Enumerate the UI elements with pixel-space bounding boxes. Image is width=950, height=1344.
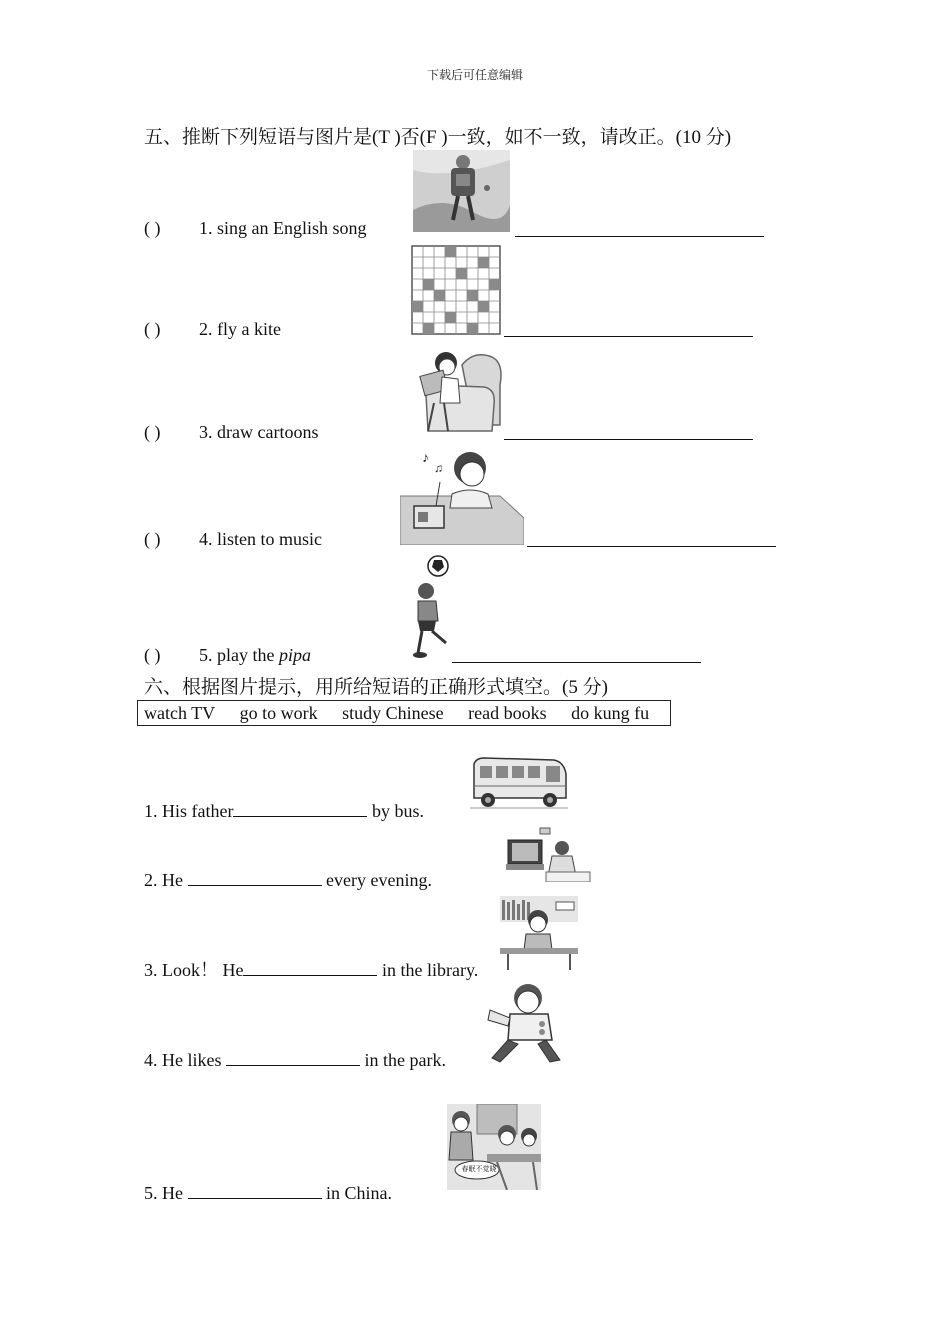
tf-item-1-text: 1. sing an English song	[199, 218, 367, 238]
fill-blank-1[interactable]	[233, 802, 367, 817]
fill-item-3-after: in the library.	[377, 960, 479, 980]
fill-item-4-before: 4. He likes	[144, 1050, 226, 1070]
fill-item-1	[144, 801, 424, 822]
tf-answer-line-2[interactable]	[504, 336, 753, 337]
word-box-item: do kung fu	[571, 703, 650, 723]
bus-picture	[470, 756, 568, 810]
fill-item-4	[144, 1050, 446, 1071]
classroom-picture	[447, 1104, 541, 1190]
word-box	[137, 700, 671, 726]
word-box-item: read books	[468, 703, 547, 723]
tf-answer-line-1[interactable]	[515, 236, 764, 237]
fill-item-2-after: every evening.	[321, 870, 432, 890]
girl-listening-to-radio-picture	[400, 446, 524, 545]
tf-answer-line-4[interactable]	[527, 546, 776, 547]
tf-item-5-text-italic: pipa	[278, 645, 311, 665]
tf-item-4-text: 4. listen to music	[199, 529, 322, 549]
fill-item-5-after: in China.	[321, 1183, 392, 1203]
tf-paren-4: ( )	[144, 529, 161, 549]
fill-item-3	[144, 956, 478, 982]
fill-item-5-before: 5. He	[144, 1183, 188, 1203]
tf-item-5-text	[199, 645, 311, 666]
fill-blank-2[interactable]	[188, 871, 322, 886]
page-header: 下载后可任意编辑	[426, 68, 523, 82]
word-box-item: study Chinese	[342, 703, 444, 723]
tf-paren-2: ( )	[144, 319, 161, 339]
tf-answer-line-5[interactable]	[452, 662, 701, 663]
boy-playing-football-picture	[410, 555, 454, 661]
tf-paren-1: ( )	[144, 218, 161, 238]
fill-item-4-after: in the park.	[359, 1050, 446, 1070]
tf-paren-3: ( )	[144, 422, 161, 442]
svg-text:♪: ♪	[422, 451, 429, 466]
crossword-grid-picture	[411, 245, 501, 335]
fill-item-1-after: by bus.	[367, 801, 424, 821]
section6-title: 六、根据图片提示，用所给短语的正确形式填空。(5 分)	[144, 677, 608, 698]
fill-blank-3[interactable]	[243, 961, 377, 976]
svg-text:♫: ♫	[434, 461, 443, 475]
man-watching-tv-picture	[502, 826, 594, 882]
tf-item-3-text: 3. draw cartoons	[199, 422, 319, 442]
tf-item-5-text-main: 5. play the	[199, 645, 279, 665]
fill-item-5	[144, 1183, 392, 1204]
fill-item-2-before: 2. He	[144, 870, 188, 890]
section5-title: 五、推断下列短语与图片是(T )否(F )一致，如不一致，请改正。(10 分)	[144, 127, 732, 148]
classroom-speech-bubble-text: 春眠不觉晓	[461, 1165, 497, 1173]
girl-reading-in-armchair-picture	[414, 345, 504, 433]
boy-reading-in-library-picture	[500, 896, 578, 970]
tf-item-2-text: 2. fly a kite	[199, 319, 281, 339]
fill-item-3-before: 3. Look！ He	[144, 960, 244, 980]
tf-answer-line-3[interactable]	[504, 439, 753, 440]
tf-paren-5: ( )	[144, 645, 161, 665]
boy-doing-kung-fu-picture	[486, 980, 568, 1064]
fill-item-1-before: 1. His father	[144, 801, 234, 821]
word-box-item: watch TV	[144, 703, 216, 723]
classroom-illustration	[447, 1104, 541, 1190]
word-box-item: go to work	[239, 703, 318, 723]
girl-walking-with-backpack-picture	[413, 150, 510, 232]
fill-blank-5[interactable]	[188, 1184, 322, 1199]
fill-blank-4[interactable]	[226, 1051, 360, 1066]
fill-item-2	[144, 870, 432, 891]
